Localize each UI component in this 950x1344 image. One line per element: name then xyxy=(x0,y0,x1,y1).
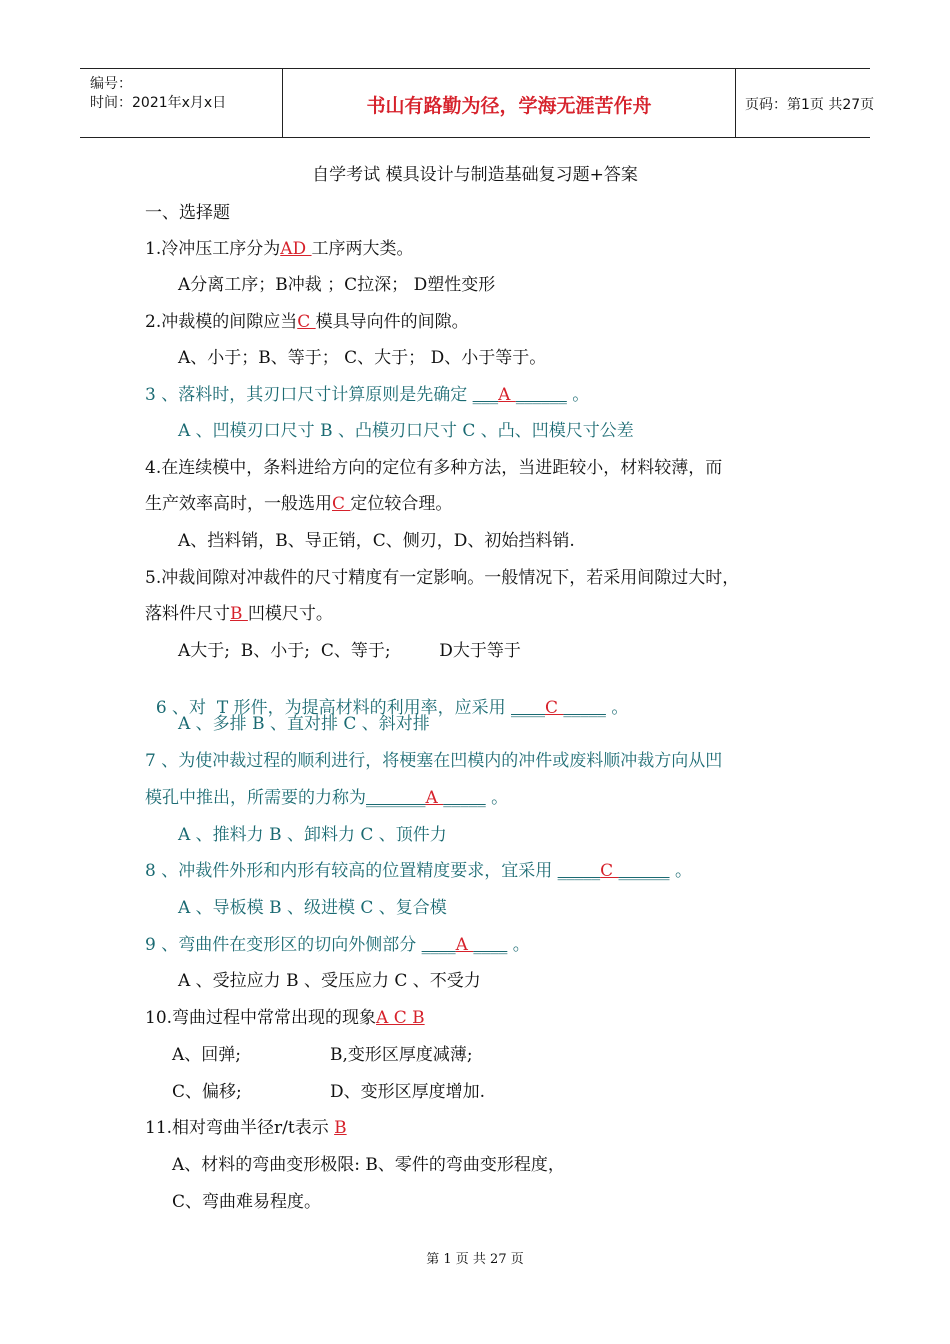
question-3-options: A 、凹模刃口尺寸 B 、凸模刃口尺寸 C 、凸、凹模尺寸公差 xyxy=(178,421,634,441)
answer: AD xyxy=(280,239,312,259)
question-5-line1: 5.冲裁间隙对冲裁件的尺寸精度有一定影响。一般情况下，若采用间隙过大时， xyxy=(145,568,740,588)
document-title: 自学考试 模具设计与制造基础复习题+答案 xyxy=(312,165,638,185)
question-text: 3 、落料时，其刃口尺寸计算原则是先确定 xyxy=(145,385,473,405)
header-page-cell xyxy=(735,69,875,137)
question-text: 9 、弯曲件在变形区的切向外侧部分 xyxy=(145,935,422,955)
question-9 xyxy=(145,930,530,955)
question-9-options: A 、受拉应力 B 、受压应力 C 、不受力 xyxy=(178,971,481,991)
blank: ______ xyxy=(618,861,670,881)
answer: C xyxy=(332,494,351,514)
blank: ____ xyxy=(473,935,508,955)
blank: _______ xyxy=(366,788,426,808)
header-motto-cell xyxy=(282,69,736,137)
question-1-options: A分离工序；B冲裁 ；C拉深； D塑性变形 xyxy=(178,275,496,295)
question-text: 模孔中推出，所需要的力称为 xyxy=(145,788,366,808)
answer: C xyxy=(600,861,619,881)
question-2-options: A、小于；B、等于； C、大于； D、小于等于。 xyxy=(178,348,547,368)
answer: B xyxy=(230,604,248,624)
number-label: 编号： xyxy=(90,76,132,92)
question-8 xyxy=(145,856,692,881)
answer: A xyxy=(455,935,474,955)
question-7-options: A 、推料力 B 、卸料力 C 、顶件力 xyxy=(178,825,447,845)
question-text: 。 xyxy=(485,788,509,808)
page-code: 页码：第1页 共27页 xyxy=(745,97,875,113)
question-text: 6 、对 T 形件，为提高材料的利用率，应采用 xyxy=(155,698,511,718)
answer: A C B xyxy=(376,1008,425,1028)
answer: A xyxy=(425,788,444,808)
answer: A xyxy=(498,385,516,405)
question-2 xyxy=(145,307,469,332)
question-4-line1: 4.在连续模中，条料进给方向的定位有多种方法，当进距较小，材料较薄，而 xyxy=(145,458,723,478)
section-heading: 一、选择题 xyxy=(145,203,230,223)
question-text: 10.弯曲过程中常常出现的现象 xyxy=(145,1008,377,1028)
question-text: 。 xyxy=(566,385,590,405)
question-text: 落料件尺寸 xyxy=(145,604,230,624)
question-text: 。 xyxy=(669,861,692,881)
blank: ______ xyxy=(515,385,567,405)
question-10-option-a: A、回弹; xyxy=(172,1045,242,1065)
question-11 xyxy=(145,1113,347,1138)
question-text: 8 、冲裁件外形和内形有较高的位置精度要求，宜采用 xyxy=(145,861,558,881)
question-text: 凹模尺寸。 xyxy=(247,604,333,624)
blank: ____ xyxy=(421,935,456,955)
page-header xyxy=(80,68,875,138)
blank: ___ xyxy=(472,385,499,405)
question-10-option-d: D、变形区厚度增加. xyxy=(330,1082,486,1102)
answer: C xyxy=(545,698,564,718)
question-10 xyxy=(145,1003,425,1028)
question-3 xyxy=(145,380,589,405)
question-text: 2.冲裁模的间隙应当 xyxy=(145,312,298,332)
question-7 xyxy=(145,783,508,808)
question-4 xyxy=(145,489,452,514)
question-text: 生产效率高时，一般选用 xyxy=(145,494,332,514)
question-7-line1: 7 、为使冲裁过程的顺利进行，将梗塞在凹模内的冲件或废料顺冲裁方向从凹 xyxy=(145,751,723,771)
blank: ____ xyxy=(511,698,545,718)
question-8-options: A 、导板模 B 、级进模 C 、复合模 xyxy=(178,898,447,918)
blank: _____ xyxy=(557,861,601,881)
question-10-option-b: B,变形区厚度减薄; xyxy=(330,1045,473,1065)
question-4-options: A、挡料销，B、导正销，C、侧刃，D、初始挡料销. xyxy=(178,531,575,551)
header-info-cell xyxy=(80,69,282,137)
answer: B xyxy=(334,1118,347,1138)
page-footer: 第 1 页 共 27 页 xyxy=(426,1252,524,1267)
question-text: 定位较合理。 xyxy=(350,494,453,514)
question-text: 1.冷冲压工序分为 xyxy=(145,239,281,259)
question-5 xyxy=(145,599,333,624)
motto: 书山有路勤为径，学海无涯苦作舟 xyxy=(366,95,652,117)
question-10-option-c: C、偏移; xyxy=(172,1082,242,1102)
question-text: 工序两大类。 xyxy=(311,239,414,259)
question-1 xyxy=(145,234,414,259)
blank: _____ xyxy=(563,698,606,718)
answer: C xyxy=(297,312,316,332)
question-text: 模具导向件的间隙。 xyxy=(315,312,469,332)
time-label: 时间：2021年x月x日 xyxy=(90,95,227,111)
question-5-options: A大于; B、小于; C、等于; D大于等于 xyxy=(178,641,521,661)
question-11-options-line2: C、弯曲难易程度。 xyxy=(172,1192,322,1212)
question-text: 。 xyxy=(605,698,629,718)
question-11-options-line1: A、材料的弯曲变形极限: B、零件的弯曲变形程度， xyxy=(172,1155,565,1175)
question-6-options: A 、多排 B 、直对排 C 、斜对排 xyxy=(178,714,430,734)
question-text: 。 xyxy=(507,935,530,955)
question-text: 11.相对弯曲半径r/t表示 xyxy=(145,1118,335,1138)
blank: _____ xyxy=(443,788,486,808)
